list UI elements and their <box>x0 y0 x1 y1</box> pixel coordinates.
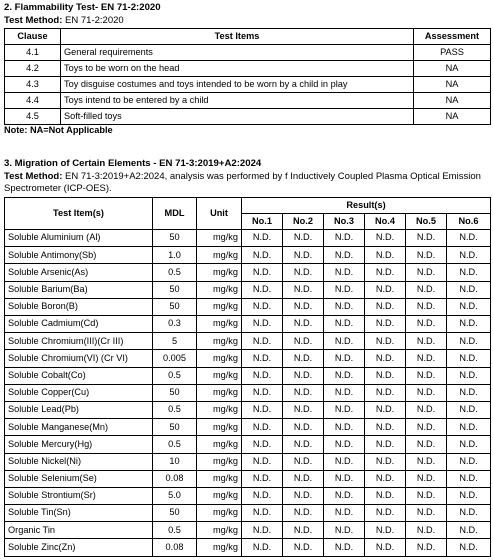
result-no2-cell: N.D. <box>283 247 324 264</box>
result-no4-cell: N.D. <box>365 247 406 264</box>
result-no4-cell: N.D. <box>365 470 406 487</box>
assessment-header: Assessment <box>414 28 491 44</box>
clause-cell: 4.3 <box>5 76 61 92</box>
method-label: Test Method: <box>4 171 63 183</box>
unit-cell: mg/kg <box>197 298 242 315</box>
result-no5-cell: N.D. <box>406 350 447 367</box>
method-value: EN 71-2:2020 <box>62 14 124 26</box>
result-no2-cell: N.D. <box>283 316 324 333</box>
test-item-cell: Soluble Chromium(III)(Cr III) <box>5 333 153 350</box>
result-no3-cell: N.D. <box>324 539 365 556</box>
table-row <box>5 230 491 247</box>
result-no4-cell: N.D. <box>365 522 406 539</box>
result-no3-cell: N.D. <box>324 350 365 367</box>
result-no6-cell: N.D. <box>447 367 491 384</box>
result-no1-cell: N.D. <box>242 333 283 350</box>
unit-cell: mg/kg <box>197 247 242 264</box>
unit-cell: mg/kg <box>197 230 242 247</box>
result-no1-cell: N.D. <box>242 298 283 315</box>
assessment-cell: PASS <box>414 44 491 60</box>
result-no5-cell: N.D. <box>406 436 447 453</box>
result-no6-cell: N.D. <box>447 281 491 298</box>
unit-cell: mg/kg <box>197 470 242 487</box>
mdl-cell: 0.5 <box>153 522 197 539</box>
result-no3-cell: N.D. <box>324 470 365 487</box>
test-item-cell: Soluble Aluminium (Al) <box>5 230 153 247</box>
table-row <box>5 44 491 60</box>
result-no5-cell: N.D. <box>406 264 447 281</box>
result-no3-cell: N.D. <box>324 487 365 504</box>
result-no6-cell: N.D. <box>447 401 491 418</box>
result-no4-cell: N.D. <box>365 487 406 504</box>
result-no5-cell: N.D. <box>406 333 447 350</box>
result-no6-cell: N.D. <box>447 350 491 367</box>
table-row <box>5 384 491 401</box>
table-row <box>5 281 491 298</box>
table-row <box>5 247 491 264</box>
result-no1-cell: N.D. <box>242 470 283 487</box>
result-no4-cell: N.D. <box>365 436 406 453</box>
result-no6-cell: N.D. <box>447 298 491 315</box>
assessment-cell: NA <box>414 92 491 108</box>
mdl-cell: 0.08 <box>153 539 197 556</box>
migration-heading: 3. Migration of Certain Elements - EN 71-3:2019+A2:2024 <box>4 158 262 170</box>
no5-header: No.5 <box>406 214 447 230</box>
result-no5-cell: N.D. <box>406 453 447 470</box>
test-item-cell: Toys intend to be entered by a child <box>61 92 414 108</box>
result-no2-cell: N.D. <box>283 539 324 556</box>
result-no6-cell: N.D. <box>447 247 491 264</box>
no6-header: No.6 <box>447 214 491 230</box>
table-row <box>5 264 491 281</box>
mdl-cell: 50 <box>153 281 197 298</box>
clause-cell: 4.1 <box>5 44 61 60</box>
test-item-cell: Soluble Tin(Sn) <box>5 505 153 522</box>
result-no1-cell: N.D. <box>242 436 283 453</box>
result-no4-cell: N.D. <box>365 367 406 384</box>
result-no1-cell: N.D. <box>242 281 283 298</box>
result-no4-cell: N.D. <box>365 230 406 247</box>
no1-header: No.1 <box>242 214 283 230</box>
result-no3-cell: N.D. <box>324 505 365 522</box>
test-item-cell: Soluble Antimony(Sb) <box>5 247 153 264</box>
result-no5-cell: N.D. <box>406 247 447 264</box>
assessment-cell: NA <box>414 76 491 92</box>
method-value: EN 71-3:2019+A2:2024, analysis was performed by f Inductively Coupled Plasma Optical Emission Spectrometer (ICP-OES). <box>4 171 481 195</box>
unit-cell: mg/kg <box>197 316 242 333</box>
result-no6-cell: N.D. <box>447 316 491 333</box>
result-no3-cell: N.D. <box>324 298 365 315</box>
table-row <box>5 316 491 333</box>
test-item-cell: Soluble Manganese(Mn) <box>5 419 153 436</box>
result-no5-cell: N.D. <box>406 384 447 401</box>
table-row <box>5 487 491 504</box>
mdl-cell: 0.3 <box>153 316 197 333</box>
result-no3-cell: N.D. <box>324 436 365 453</box>
assessment-cell: NA <box>414 108 491 124</box>
result-no6-cell: N.D. <box>447 436 491 453</box>
result-no4-cell: N.D. <box>365 264 406 281</box>
test-item-cell: Soft-filled toys <box>61 108 414 124</box>
result-no6-cell: N.D. <box>447 487 491 504</box>
result-no2-cell: N.D. <box>283 470 324 487</box>
result-no2-cell: N.D. <box>283 230 324 247</box>
unit-cell: mg/kg <box>197 350 242 367</box>
table-header-row <box>5 28 491 44</box>
clause-cell: 4.4 <box>5 92 61 108</box>
result-no1-cell: N.D. <box>242 264 283 281</box>
test-item-cell: Soluble Boron(B) <box>5 298 153 315</box>
result-no3-cell: N.D. <box>324 367 365 384</box>
result-no5-cell: N.D. <box>406 281 447 298</box>
test-item-cell: General requirements <box>61 44 414 60</box>
test-item-cell: Soluble Strontium(Sr) <box>5 487 153 504</box>
clause-cell: 4.2 <box>5 60 61 76</box>
unit-cell: mg/kg <box>197 487 242 504</box>
result-no3-cell: N.D. <box>324 522 365 539</box>
mdl-cell: 0.08 <box>153 470 197 487</box>
result-no6-cell: N.D. <box>447 453 491 470</box>
result-no5-cell: N.D. <box>406 419 447 436</box>
mdl-cell: 50 <box>153 384 197 401</box>
table-row <box>5 60 491 76</box>
table-row <box>5 401 491 418</box>
mdl-cell: 50 <box>153 505 197 522</box>
mdl-cell: 50 <box>153 230 197 247</box>
unit-cell: mg/kg <box>197 264 242 281</box>
result-no2-cell: N.D. <box>283 333 324 350</box>
result-no4-cell: N.D. <box>365 281 406 298</box>
result-no6-cell: N.D. <box>447 470 491 487</box>
test-item-cell: Soluble Nickel(Ni) <box>5 453 153 470</box>
test-item-cell: Toys to be worn on the head <box>61 60 414 76</box>
test-item-cell: Soluble Selenium(Se) <box>5 470 153 487</box>
table-row <box>5 539 491 556</box>
result-no6-cell: N.D. <box>447 230 491 247</box>
unit-cell: mg/kg <box>197 453 242 470</box>
result-no2-cell: N.D. <box>283 401 324 418</box>
unit-cell: mg/kg <box>197 522 242 539</box>
table-row <box>5 453 491 470</box>
result-no1-cell: N.D. <box>242 453 283 470</box>
mdl-cell: 5 <box>153 333 197 350</box>
result-no5-cell: N.D. <box>406 401 447 418</box>
table-row <box>5 505 491 522</box>
result-no1-cell: N.D. <box>242 247 283 264</box>
mdl-cell: 0.5 <box>153 264 197 281</box>
unit-cell: mg/kg <box>197 333 242 350</box>
migration-table <box>4 197 491 557</box>
results-header: Result(s) <box>242 198 491 214</box>
mdl-cell: 1.0 <box>153 247 197 264</box>
result-no3-cell: N.D. <box>324 281 365 298</box>
test-item-cell: Soluble Arsenic(As) <box>5 264 153 281</box>
result-no1-cell: N.D. <box>242 539 283 556</box>
no3-header: No.3 <box>324 214 365 230</box>
result-no1-cell: N.D. <box>242 505 283 522</box>
result-no4-cell: N.D. <box>365 505 406 522</box>
result-no2-cell: N.D. <box>283 419 324 436</box>
result-no4-cell: N.D. <box>365 298 406 315</box>
assessment-cell: NA <box>414 60 491 76</box>
test-items-header: Test Items <box>61 28 414 44</box>
table-row <box>5 298 491 315</box>
test-item-cell: Soluble Cadmium(Cd) <box>5 316 153 333</box>
result-no6-cell: N.D. <box>447 539 491 556</box>
result-no3-cell: N.D. <box>324 419 365 436</box>
result-no2-cell: N.D. <box>283 487 324 504</box>
result-no4-cell: N.D. <box>365 453 406 470</box>
mdl-cell: 0.5 <box>153 367 197 384</box>
result-no2-cell: N.D. <box>283 522 324 539</box>
mdl-cell: 50 <box>153 419 197 436</box>
result-no2-cell: N.D. <box>283 436 324 453</box>
result-no5-cell: N.D. <box>406 230 447 247</box>
table-row <box>5 419 491 436</box>
result-no5-cell: N.D. <box>406 487 447 504</box>
table-row <box>5 108 491 124</box>
result-no1-cell: N.D. <box>242 230 283 247</box>
result-no6-cell: N.D. <box>447 264 491 281</box>
result-no2-cell: N.D. <box>283 453 324 470</box>
result-no1-cell: N.D. <box>242 487 283 504</box>
unit-cell: mg/kg <box>197 281 242 298</box>
result-no5-cell: N.D. <box>406 316 447 333</box>
result-no1-cell: N.D. <box>242 522 283 539</box>
result-no3-cell: N.D. <box>324 384 365 401</box>
result-no6-cell: N.D. <box>447 384 491 401</box>
clause-header: Clause <box>5 28 61 44</box>
mdl-cell: 0.005 <box>153 350 197 367</box>
unit-cell: mg/kg <box>197 539 242 556</box>
test-item-cell: Soluble Mercury(Hg) <box>5 436 153 453</box>
table-row <box>5 76 491 92</box>
mdl-cell: 0.5 <box>153 401 197 418</box>
result-no1-cell: N.D. <box>242 384 283 401</box>
no2-header: No.2 <box>283 214 324 230</box>
table-header-row <box>5 198 491 214</box>
migration-method <box>4 171 493 195</box>
unit-header: Unit <box>197 198 242 230</box>
test-item-cell: Soluble Cobalt(Co) <box>5 367 153 384</box>
unit-cell: mg/kg <box>197 401 242 418</box>
result-no1-cell: N.D. <box>242 367 283 384</box>
unit-cell: mg/kg <box>197 367 242 384</box>
result-no3-cell: N.D. <box>324 453 365 470</box>
result-no1-cell: N.D. <box>242 350 283 367</box>
result-no4-cell: N.D. <box>365 333 406 350</box>
no4-header: No.4 <box>365 214 406 230</box>
flammability-method <box>4 15 493 27</box>
test-items-header: Test Item(s) <box>5 198 153 230</box>
result-no3-cell: N.D. <box>324 264 365 281</box>
result-no3-cell: N.D. <box>324 333 365 350</box>
mdl-cell: 50 <box>153 298 197 315</box>
mdl-cell: 10 <box>153 453 197 470</box>
result-no5-cell: N.D. <box>406 539 447 556</box>
result-no3-cell: N.D. <box>324 230 365 247</box>
unit-cell: mg/kg <box>197 384 242 401</box>
result-no2-cell: N.D. <box>283 384 324 401</box>
result-no6-cell: N.D. <box>447 333 491 350</box>
result-no2-cell: N.D. <box>283 264 324 281</box>
test-item-cell: Organic Tin <box>5 522 153 539</box>
table-row <box>5 350 491 367</box>
result-no4-cell: N.D. <box>365 419 406 436</box>
result-no1-cell: N.D. <box>242 401 283 418</box>
result-no2-cell: N.D. <box>283 367 324 384</box>
method-label: Test Method: <box>4 14 63 26</box>
unit-cell: mg/kg <box>197 419 242 436</box>
table-row <box>5 436 491 453</box>
result-no1-cell: N.D. <box>242 316 283 333</box>
result-no1-cell: N.D. <box>242 419 283 436</box>
test-item-cell: Soluble Chromium(VI) (Cr VI) <box>5 350 153 367</box>
result-no4-cell: N.D. <box>365 350 406 367</box>
test-item-cell: Soluble Copper(Cu) <box>5 384 153 401</box>
mdl-header: MDL <box>153 198 197 230</box>
table-row <box>5 333 491 350</box>
result-no2-cell: N.D. <box>283 298 324 315</box>
table-row <box>5 470 491 487</box>
flammability-heading: 2. Flammability Test- EN 71-2:2020 <box>4 2 161 13</box>
result-no5-cell: N.D. <box>406 505 447 522</box>
result-no4-cell: N.D. <box>365 316 406 333</box>
result-no6-cell: N.D. <box>447 522 491 539</box>
test-item-cell: Soluble Barium(Ba) <box>5 281 153 298</box>
result-no5-cell: N.D. <box>406 522 447 539</box>
test-item-cell: Soluble Zinc(Zn) <box>5 539 153 556</box>
unit-cell: mg/kg <box>197 436 242 453</box>
mdl-cell: 5.0 <box>153 487 197 504</box>
unit-cell: mg/kg <box>197 505 242 522</box>
table-row <box>5 522 491 539</box>
result-no5-cell: N.D. <box>406 298 447 315</box>
test-item-cell: Toy disguise costumes and toys intended to be worn by a child in play <box>61 76 414 92</box>
table-row <box>5 367 491 384</box>
clause-cell: 4.5 <box>5 108 61 124</box>
flammability-table <box>4 28 491 125</box>
result-no3-cell: N.D. <box>324 316 365 333</box>
table-row <box>5 92 491 108</box>
result-no6-cell: N.D. <box>447 419 491 436</box>
test-item-cell: Soluble Lead(Pb) <box>5 401 153 418</box>
result-no2-cell: N.D. <box>283 350 324 367</box>
table-note: Note: NA=Not Applicable <box>4 124 113 135</box>
result-no3-cell: N.D. <box>324 247 365 264</box>
result-no5-cell: N.D. <box>406 367 447 384</box>
result-no2-cell: N.D. <box>283 281 324 298</box>
result-no2-cell: N.D. <box>283 505 324 522</box>
result-no6-cell: N.D. <box>447 505 491 522</box>
mdl-cell: 0.5 <box>153 436 197 453</box>
result-no4-cell: N.D. <box>365 539 406 556</box>
result-no3-cell: N.D. <box>324 401 365 418</box>
result-no4-cell: N.D. <box>365 401 406 418</box>
result-no4-cell: N.D. <box>365 384 406 401</box>
result-no5-cell: N.D. <box>406 470 447 487</box>
